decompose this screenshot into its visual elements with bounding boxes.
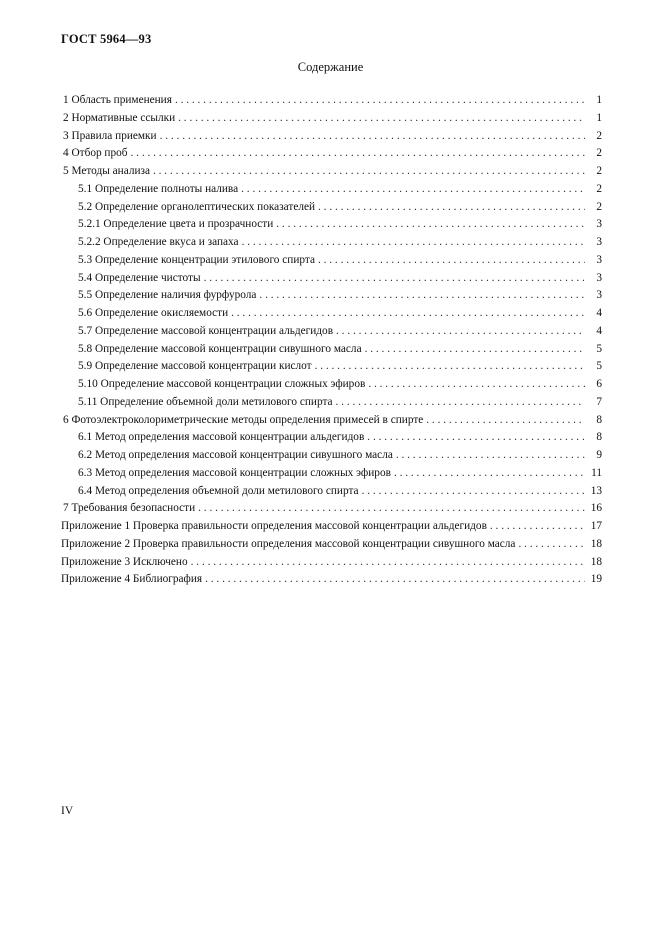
toc-entry[interactable] [61,485,602,503]
page-number: IV [61,805,74,817]
toc-entry[interactable] [61,556,602,574]
toc-entry[interactable] [61,343,602,361]
toc-entry-page: 1 [596,94,602,106]
toc-leader-dots [426,414,585,426]
toc-leader-dots [242,236,585,248]
toc-entry-page: 3 [596,289,602,302]
toc-entry-label: 5.2.2 Определение вкуса и запаха [78,236,239,248]
toc-entry[interactable] [61,396,602,414]
toc-entry[interactable] [61,307,602,325]
toc-entry-page: 17 [590,520,602,532]
toc-entry-page: 3 [596,236,602,248]
toc-leader-dots [276,218,585,230]
toc-entry-page: 9 [596,449,602,461]
toc-entry[interactable] [61,183,602,201]
toc-entry-label: 5.7 Определение массовой концентрации альдегидов [78,324,334,337]
toc-entry-page: 13 [590,484,602,497]
toc-entry-label: 5.2.1 Определение цвета и прозрачности [78,218,274,231]
toc-entry[interactable] [61,218,602,236]
toc-entry-page: 3 [596,253,602,266]
toc-entry-page: 1 [596,111,602,124]
toc-leader-dots [231,307,585,319]
toc-entry[interactable] [61,289,602,307]
toc-entry[interactable] [61,130,602,148]
toc-entry[interactable] [61,254,602,272]
toc-entry-page: 18 [590,537,602,550]
toc-entry-page: 2 [596,182,602,195]
toc-entry-label: 5.5 Определение наличия фурфурола [78,289,257,302]
toc-leader-dots [336,396,585,408]
toc-entry[interactable] [61,467,602,485]
toc-entry-label: 5.10 Определение массовой концентрации сложных эфиров [78,378,366,390]
toc-entry-page: 2 [596,129,602,142]
toc-leader-dots [367,431,585,443]
toc-entry-label: 2 Нормативные ссылки [63,111,176,124]
toc-entry-page: 8 [596,413,602,426]
toc-entry-label: 3 Правила приемки [63,129,157,142]
toc-entry[interactable] [61,360,602,378]
toc-leader-dots [204,272,585,284]
toc-entry-label: 5.3 Определение концентрации этилового спирта [78,253,315,266]
toc-entry-label: 5.1 Определение полноты налива [78,182,239,195]
toc-entry[interactable] [61,201,602,219]
toc-entry[interactable] [61,414,602,432]
document-code: ГОСТ 5964—93 [61,32,152,46]
toc-entry-page: 18 [590,555,602,568]
toc-entry-page: 11 [591,466,602,479]
toc-leader-dots [315,360,585,372]
toc-leader-dots [198,502,585,514]
toc-entry-page: 19 [590,573,602,586]
toc-entry-page: 8 [596,431,602,444]
toc-leader-dots [191,556,585,568]
toc-entry-page: 2 [596,200,602,213]
toc-leader-dots [178,112,585,124]
toc-entry-label: 6.4 Метод определения объемной доли метилового спирта [78,484,359,497]
toc-entry[interactable] [61,236,602,254]
toc-entry[interactable] [61,165,602,183]
toc-entry[interactable] [61,325,602,343]
toc-entry-label: 6.1 Метод определения массовой концентрации альдегидов [78,431,365,444]
toc-entry-page: 2 [596,147,602,160]
toc-entry[interactable] [61,94,602,112]
toc-entry-label: Приложение 2 Проверка правильности определения массовой концентрации сивушного масла [61,537,516,550]
toc-entry-label: 5.9 Определение массовой концентрации кислот [78,360,312,373]
toc-entry-label: 1 Область применения [63,94,172,106]
toc-leader-dots [153,165,585,177]
toc-leader-dots [394,467,585,479]
toc-leader-dots [518,538,585,550]
toc-entry[interactable] [61,502,602,520]
toc-leader-dots [241,183,585,195]
toc-leader-dots [362,485,585,497]
table-of-contents [61,94,602,591]
toc-leader-dots [259,289,585,301]
toc-leader-dots [490,520,585,532]
toc-entry[interactable] [61,573,602,591]
toc-entry-label: Приложение 4 Библиография [61,573,203,586]
toc-entry-label: 5.2 Определение органолептических показателей [78,200,316,213]
toc-entry-label: 5.6 Определение окисляемости [78,307,229,319]
toc-leader-dots [160,130,585,142]
toc-entry-page: 16 [590,502,602,515]
toc-leader-dots [205,573,585,585]
toc-leader-dots [318,201,585,213]
toc-leader-dots [318,254,585,266]
toc-entry[interactable] [61,449,602,467]
toc-entry-label: 5.8 Определение массовой концентрации сивушного масла [78,342,362,355]
toc-entry-page: 7 [596,395,602,408]
toc-entry-label: 5.11 Определение объемной доли метилового спирта [78,395,333,408]
toc-entry-label: 7 Требования безопасности [63,502,196,515]
toc-entry-label: Приложение 1 Проверка правильности определения массовой концентрации альдегидов [61,520,487,532]
toc-entry[interactable] [61,272,602,290]
toc-entry-page: 5 [596,342,602,355]
toc-entry-page: 4 [596,307,602,319]
toc-leader-dots [368,378,585,390]
toc-leader-dots [336,325,585,337]
toc-entry-label: Приложение 3 Исключено [61,555,188,568]
toc-entry-label: 6 Фотоэлектроколориметрические методы определения примесей в спирте [63,413,424,426]
toc-entry-page: 4 [596,324,602,337]
toc-entry[interactable] [61,378,602,396]
page-title: Содержание [297,60,364,74]
toc-entry[interactable] [61,520,602,538]
toc-entry-page: 2 [596,165,602,177]
toc-entry[interactable] [61,147,602,165]
toc-entry-label: 5.4 Определение чистоты [78,271,201,284]
toc-leader-dots [131,147,585,159]
toc-entry-label: 6.3 Метод определения массовой концентрации сложных эфиров [78,466,391,479]
toc-entry-page: 5 [596,360,602,373]
toc-entry[interactable] [61,112,602,130]
toc-entry-page: 3 [596,218,602,231]
toc-entry-label: 6.2 Метод определения массовой концентрации сивушного масла [78,449,393,461]
toc-leader-dots [175,94,585,106]
toc-entry[interactable] [61,538,602,556]
toc-entry[interactable] [61,431,602,449]
toc-entry-page: 6 [596,378,602,390]
toc-entry-label: 4 Отбор проб [63,147,128,160]
toc-leader-dots [396,449,585,461]
toc-entry-label: 5 Методы анализа [63,165,150,177]
toc-leader-dots [365,343,585,355]
toc-entry-page: 3 [596,271,602,284]
